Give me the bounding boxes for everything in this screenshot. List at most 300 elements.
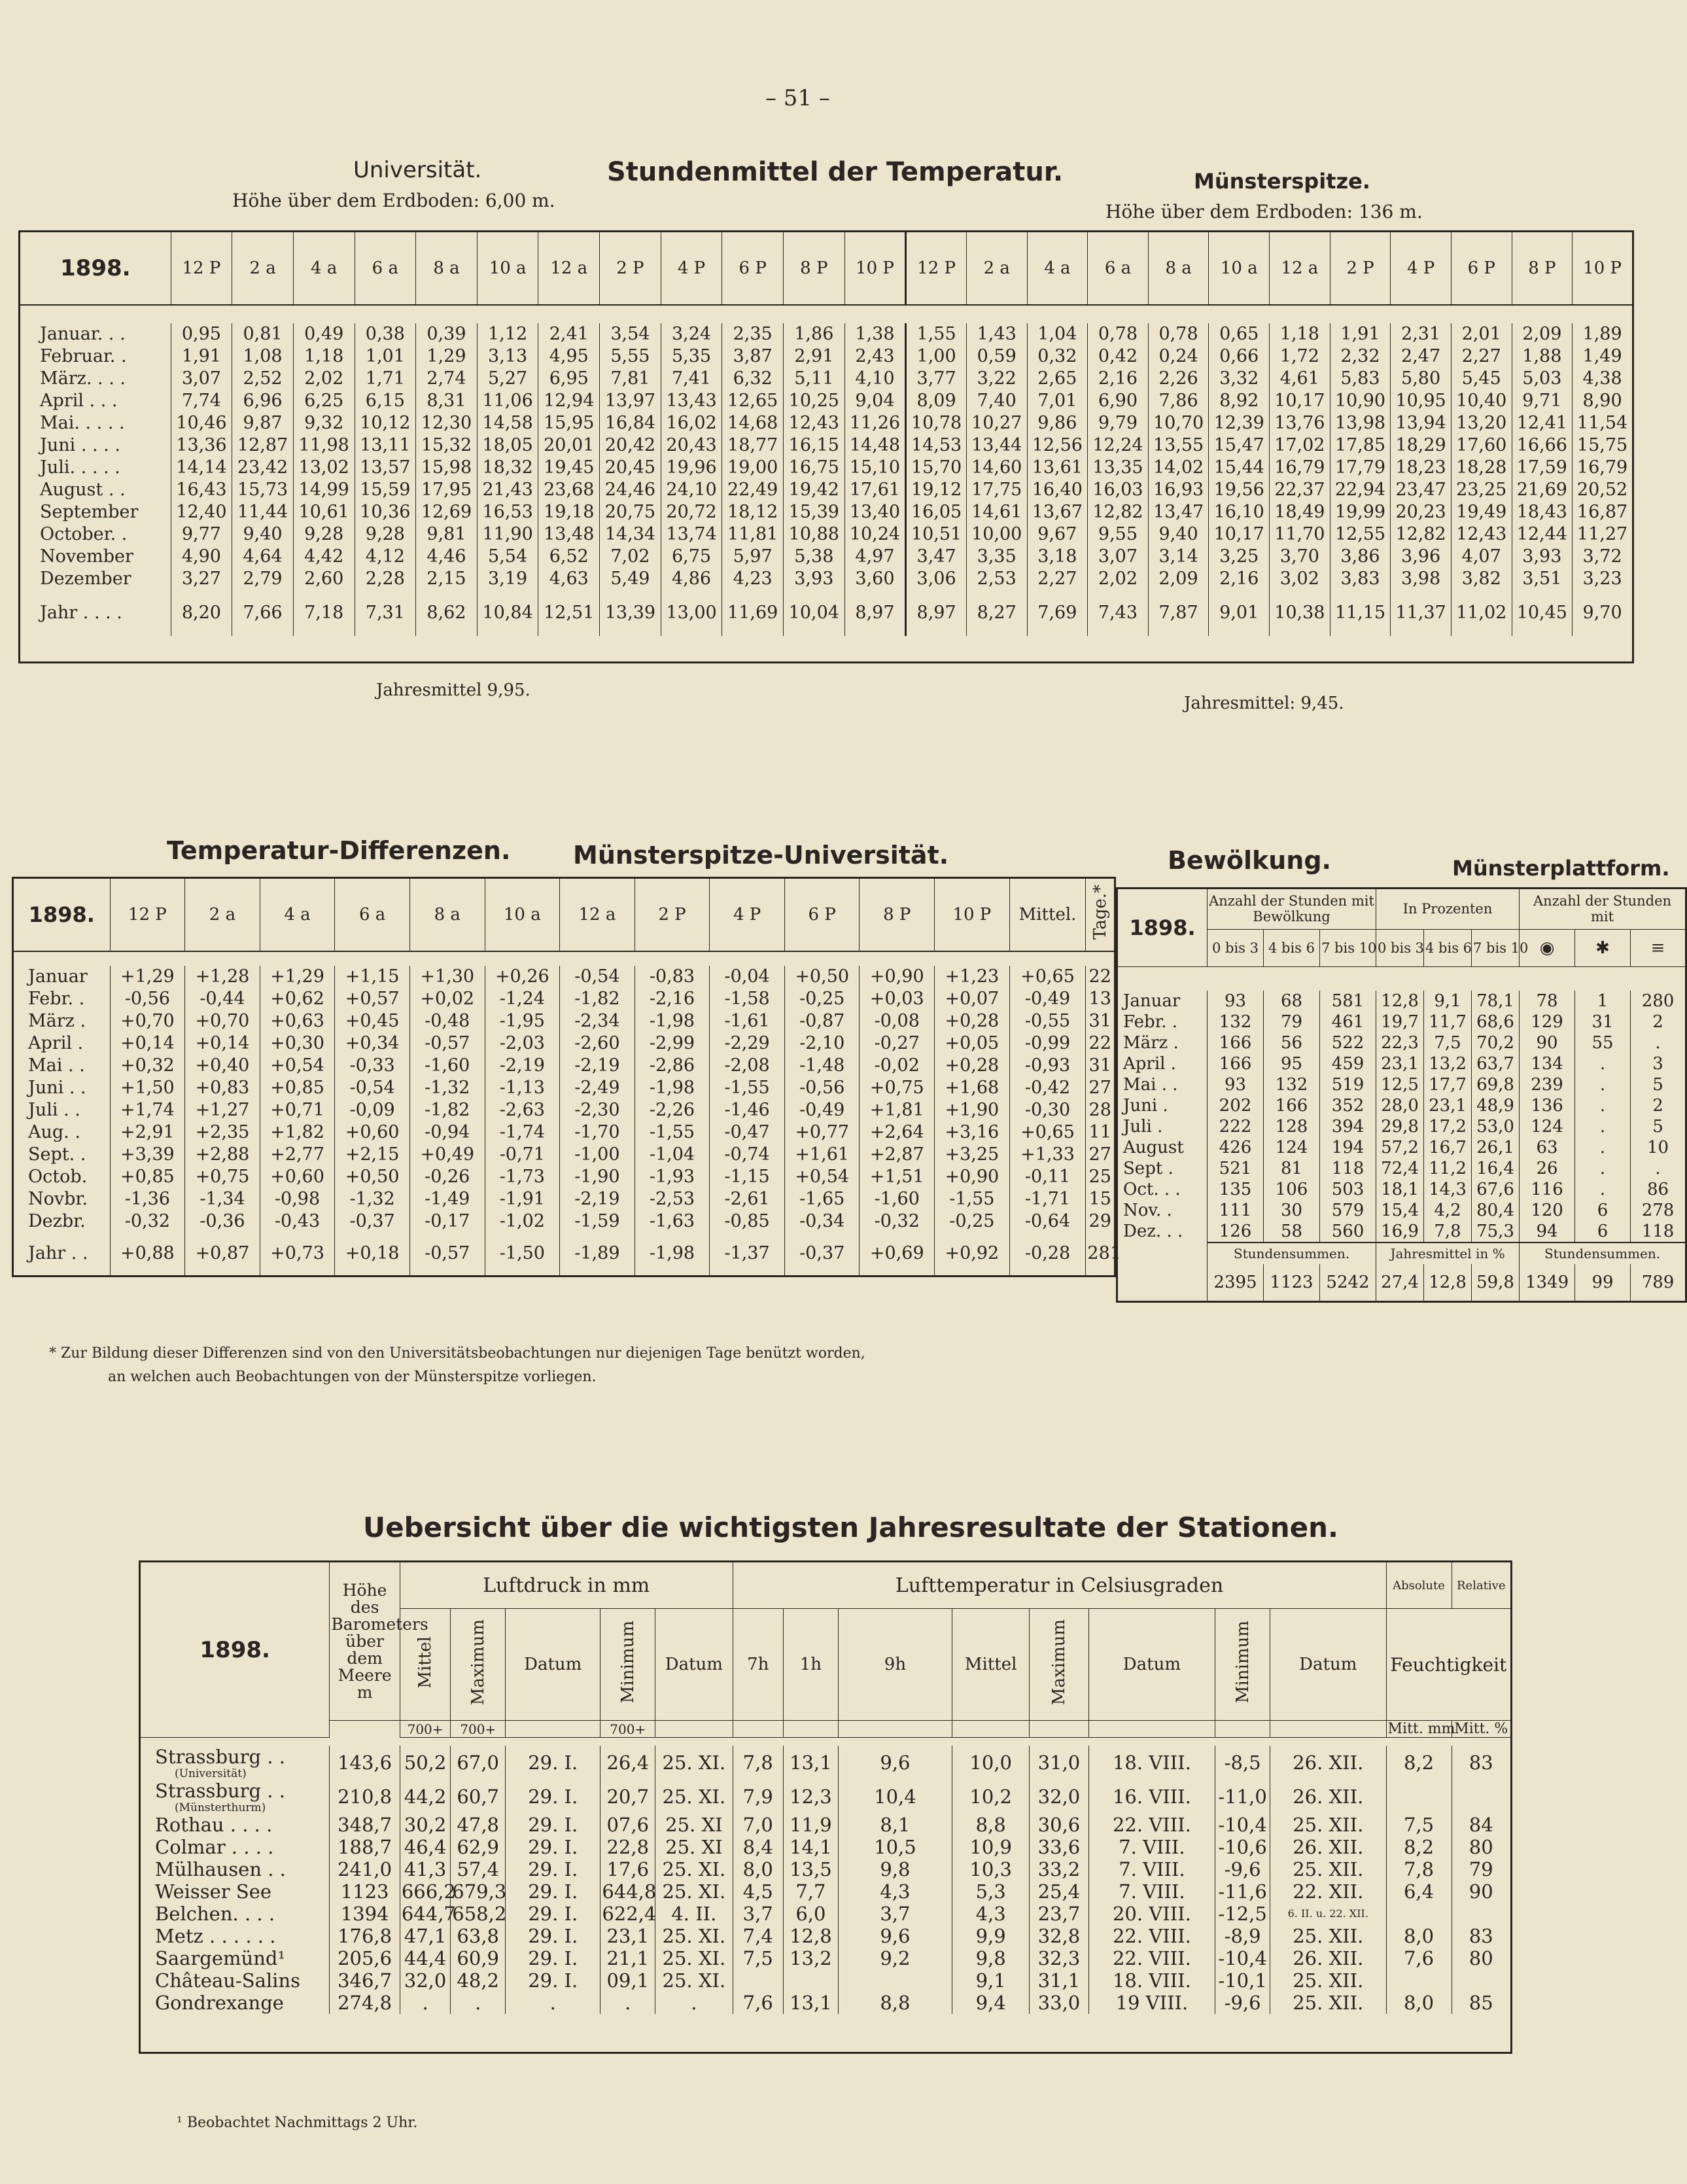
muenster-value: 13,61: [1027, 457, 1088, 479]
difference-value: -0,25: [784, 988, 860, 1010]
cloud-value: 17,7: [1424, 1074, 1472, 1095]
station-value: 9,9: [952, 1925, 1030, 1947]
cloud-value: 14,3: [1424, 1179, 1472, 1200]
month-row: [20, 368, 1633, 390]
header-temp-mean: Mittel: [952, 1609, 1030, 1721]
difference-value: -0,09: [335, 1099, 410, 1121]
cloudiness-station: Münsterplattform.: [1452, 856, 1670, 881]
university-value: 16,43: [171, 479, 232, 501]
university-value: 16,84: [600, 412, 661, 434]
cloud-value: 17,2: [1424, 1116, 1472, 1137]
difference-value: -2,19: [560, 1188, 635, 1210]
station-value: 9,1: [952, 1969, 1030, 1992]
cloud-value: 16,7: [1424, 1137, 1472, 1158]
university-value: 11,26: [844, 412, 906, 434]
station-value: -9,6: [1215, 1992, 1270, 2014]
month-label: Juli. . . . .: [20, 457, 171, 479]
difference-value: +0,40: [185, 1055, 260, 1077]
difference-value: +2,64: [860, 1121, 935, 1144]
station-value: 10,3: [952, 1858, 1030, 1880]
month-row: [20, 457, 1633, 479]
difference-value: +0,90: [935, 1166, 1010, 1188]
hour-header: 10 P: [1573, 232, 1633, 306]
cloud-value: 116: [1520, 1179, 1575, 1200]
university-value: 4,86: [661, 568, 722, 590]
university-value: 23,68: [538, 479, 600, 501]
station-row: [140, 1947, 1512, 1969]
muenster-value: 22,94: [1330, 479, 1391, 501]
university-value: 4,10: [844, 368, 906, 390]
month-row: [20, 412, 1633, 434]
difference-value: -0,17: [409, 1210, 485, 1233]
station-value: 25. XI.: [655, 1880, 733, 1903]
difference-value: -1,82: [560, 988, 635, 1010]
sum-value: 1123: [1264, 1264, 1320, 1302]
difference-value: +0,70: [110, 1010, 185, 1032]
hour-header: 4 P: [661, 232, 722, 306]
cloud-value: 12,8: [1376, 991, 1424, 1012]
difference-value: +0,65: [1009, 966, 1086, 988]
station-value: 29. I.: [506, 1814, 600, 1836]
station-value: .: [506, 1992, 600, 2014]
cloud-value: 69,8: [1472, 1074, 1520, 1095]
muenster-value: 9,55: [1088, 523, 1149, 546]
cloud-value: 81: [1264, 1158, 1320, 1179]
year-label: Jahr . . . .: [20, 590, 171, 636]
difference-value: +1,90: [935, 1099, 1010, 1121]
hour-header: 4 P: [1391, 232, 1452, 306]
university-value: 10,24: [844, 523, 906, 546]
header-pressure-min: Minimum: [617, 1621, 638, 1704]
station-name: Strassburg . .: [155, 1779, 285, 1802]
difference-value: -0,55: [1009, 1010, 1086, 1032]
difference-value: -1,61: [710, 1010, 785, 1032]
difference-value: -1,90: [560, 1166, 635, 1188]
muenster-value: 8,09: [906, 390, 967, 412]
muenster-value: 2,01: [1451, 323, 1512, 345]
difference-value: -0,74: [710, 1144, 785, 1166]
difference-value: -1,91: [485, 1188, 560, 1210]
days-header: [1086, 878, 1115, 952]
difference-value: +0,57: [335, 988, 410, 1010]
station-value: 47,8: [451, 1814, 506, 1836]
muenster-value: 9,79: [1088, 412, 1149, 434]
university-value: 7,74: [171, 390, 232, 412]
university-year-value: 7,18: [293, 590, 355, 636]
muenster-value: 2,65: [1027, 368, 1088, 390]
year-difference-value: +0,69: [860, 1233, 935, 1276]
cloud-value: 4,2: [1424, 1200, 1472, 1221]
month-row: [13, 1077, 1115, 1099]
header-mean-percent: Mitt. %: [1452, 1721, 1512, 1738]
muenster-value: 22,37: [1270, 479, 1330, 501]
muenster-value: 12,82: [1391, 523, 1452, 546]
university-value: 14,68: [722, 412, 784, 434]
difference-value: -2,10: [784, 1032, 860, 1055]
station-value: 41,3: [400, 1858, 450, 1880]
station-value: 666,2: [400, 1880, 450, 1903]
month-label: Aug. .: [13, 1121, 111, 1144]
muenster-value: 9,40: [1148, 523, 1209, 546]
hour-header: 4 a: [260, 878, 335, 952]
station-name: Weisser See: [155, 1880, 272, 1903]
muenster-value: 10,27: [966, 412, 1027, 434]
station-value: 10,5: [838, 1836, 952, 1858]
university-value: 20,01: [538, 434, 600, 457]
difference-value: +1,33: [1009, 1144, 1086, 1166]
station-value: -8,5: [1215, 1746, 1270, 1780]
muenster-label: Münsterspitze.: [1194, 169, 1370, 194]
muenster-value: 15,47: [1209, 434, 1270, 457]
station-value: 30,6: [1030, 1814, 1088, 1836]
university-value: 11,98: [293, 434, 355, 457]
university-value: 12,40: [171, 501, 232, 523]
difference-value: 27: [1086, 1077, 1115, 1099]
difference-value: -0,54: [560, 966, 635, 988]
cloud-value: 58: [1264, 1221, 1320, 1242]
muenster-value: 3,70: [1270, 546, 1330, 568]
cloud-value: 48,9: [1472, 1095, 1520, 1116]
year-difference-value: +0,88: [110, 1233, 185, 1276]
month-label: Mai . .: [1117, 1074, 1208, 1095]
difference-value: -1,60: [860, 1188, 935, 1210]
difference-value: -1,55: [710, 1077, 785, 1099]
station-value: 32,0: [400, 1969, 450, 1992]
station-value: 20,7: [600, 1780, 655, 1814]
cloud-value: 6: [1575, 1200, 1631, 1221]
difference-value: -0,98: [260, 1188, 335, 1210]
muenster-value: 3,18: [1027, 546, 1088, 568]
differences-subtitle: Münsterspitze-Universität.: [573, 841, 949, 870]
muenster-value: 1,18: [1270, 323, 1330, 345]
cloud-value: 93: [1208, 991, 1264, 1012]
university-value: 24,10: [661, 479, 722, 501]
cloud-value: 560: [1320, 1221, 1376, 1242]
station-name-cell: [140, 1814, 330, 1836]
year-label: Jahr . .: [13, 1233, 111, 1276]
hour-header: 6 P: [722, 232, 784, 306]
difference-value: -0,54: [335, 1077, 410, 1099]
university-value: 5,49: [600, 568, 661, 590]
month-row: [20, 479, 1633, 501]
difference-value: -1,70: [560, 1121, 635, 1144]
hour-header: 8 P: [860, 878, 935, 952]
station-row: [140, 1814, 1512, 1836]
station-value: 23,7: [1030, 1903, 1088, 1925]
muenster-value: 8,92: [1209, 390, 1270, 412]
muenster-year-value: 7,87: [1148, 590, 1209, 636]
university-value: 6,52: [538, 546, 600, 568]
temperature-differences-table: [12, 877, 1121, 1277]
hour-header: 4 a: [1027, 232, 1088, 306]
month-row: [13, 1055, 1115, 1077]
header-temp-max: Maximum: [1049, 1619, 1069, 1706]
difference-value: +0,45: [335, 1010, 410, 1032]
month-row: [13, 1188, 1115, 1210]
difference-value: +1,51: [860, 1166, 935, 1188]
university-value: 14,14: [171, 457, 232, 479]
cloud-value: 67,6: [1472, 1179, 1520, 1200]
station-value: 50,2: [400, 1746, 450, 1780]
station-value: 7. VIII.: [1088, 1836, 1215, 1858]
station-value: 22,8: [600, 1836, 655, 1858]
month-label: Januar: [13, 966, 111, 988]
percent-range-header: 0 bis 3: [1376, 929, 1424, 966]
month-label: April .: [1117, 1053, 1208, 1074]
university-value: 24,46: [600, 479, 661, 501]
station-value: 10,0: [952, 1746, 1030, 1780]
muenster-value: 3,93: [1512, 546, 1573, 568]
university-value: 10,88: [784, 523, 845, 546]
year-difference-value: +0,73: [260, 1233, 335, 1276]
muenster-value: 10,90: [1330, 390, 1391, 412]
university-value: 13,74: [661, 523, 722, 546]
cloud-value: 136: [1520, 1095, 1575, 1116]
year-difference-value: -0,57: [409, 1233, 485, 1276]
station-value: 11,9: [783, 1814, 838, 1836]
station-value: 10,2: [952, 1780, 1030, 1814]
university-value: 5,54: [477, 546, 538, 568]
fog-icon: ≡: [1631, 929, 1686, 966]
month-label: Octob.: [13, 1166, 111, 1188]
university-value: 18,05: [477, 434, 538, 457]
cloud-value: 68: [1264, 991, 1320, 1012]
difference-value: +0,07: [935, 988, 1010, 1010]
muenster-year-value: 9,01: [1209, 590, 1270, 636]
difference-value: -1,65: [784, 1188, 860, 1210]
university-value: 9,04: [844, 390, 906, 412]
difference-value: -0,99: [1009, 1032, 1086, 1055]
year-difference-value: -1,89: [560, 1233, 635, 1276]
hour-header: 2 a: [232, 232, 294, 306]
month-row: [1117, 1074, 1686, 1095]
university-value: 0,38: [355, 323, 416, 345]
difference-value: +1,61: [784, 1144, 860, 1166]
sum-value: 1349: [1520, 1264, 1575, 1302]
muenster-value: 4,61: [1270, 368, 1330, 390]
difference-value: -2,03: [485, 1032, 560, 1055]
muenster-value: 3,96: [1391, 546, 1452, 568]
cloud-value: 118: [1320, 1158, 1376, 1179]
difference-value: -2,49: [560, 1077, 635, 1099]
university-value: 12,69: [416, 501, 478, 523]
muenster-value: 18,49: [1270, 501, 1330, 523]
muenster-value: 2,27: [1451, 345, 1512, 368]
cloud-value: 90: [1520, 1032, 1575, 1053]
muenster-value: 12,41: [1512, 412, 1573, 434]
difference-value: +0,71: [260, 1099, 335, 1121]
cloud-value: 18,1: [1376, 1179, 1424, 1200]
station-name-cell: [140, 1836, 330, 1858]
muenster-value: 3,07: [1088, 546, 1149, 568]
cloud-value: 78: [1520, 991, 1575, 1012]
month-label: Mai . .: [13, 1055, 111, 1077]
month-label: Sept .: [1117, 1158, 1208, 1179]
footer-hour-sums: Stundensummen.: [1208, 1242, 1376, 1264]
sum-value: 99: [1575, 1264, 1631, 1302]
station-value: 8,8: [952, 1814, 1030, 1836]
station-value: 3,7: [838, 1903, 952, 1925]
muenster-value: 3,86: [1330, 546, 1391, 568]
university-value: 6,96: [232, 390, 294, 412]
university-value: 0,81: [232, 323, 294, 345]
difference-value: +0,54: [260, 1055, 335, 1077]
percent-range-header: 4 bis 6: [1424, 929, 1472, 966]
station-value: 26,4: [600, 1746, 655, 1780]
snow-icon: ✱: [1575, 929, 1631, 966]
station-value: 22. VIII.: [1088, 1814, 1215, 1836]
university-value: 6,75: [661, 546, 722, 568]
difference-value: 15: [1086, 1188, 1115, 1210]
university-value: 21,43: [477, 479, 538, 501]
range-header: 7 bis 10: [1320, 929, 1376, 966]
station-value: 29. I.: [506, 1746, 600, 1780]
muenster-year-value: 7,43: [1088, 590, 1149, 636]
hour-header: 6 P: [784, 878, 860, 952]
station-value: 90: [1452, 1880, 1512, 1903]
difference-value: +1,27: [185, 1099, 260, 1121]
university-value: 17,95: [416, 479, 478, 501]
difference-value: -0,32: [860, 1210, 935, 1233]
muenster-value: 9,71: [1512, 390, 1573, 412]
cloud-value: 132: [1208, 1012, 1264, 1032]
university-value: 10,61: [293, 501, 355, 523]
station-name: Strassburg . .: [155, 1745, 285, 1768]
overview-title: Uebersicht über die wichtigsten Jahresresultate der Stationen.: [363, 1511, 1338, 1543]
university-value: 3,19: [477, 568, 538, 590]
muenster-value: 23,25: [1451, 479, 1512, 501]
station-value: 1394: [330, 1903, 400, 1925]
header-temp-min-date: Datum: [1270, 1609, 1386, 1721]
cloud-value: 22,3: [1376, 1032, 1424, 1053]
muenster-value: 16,87: [1573, 501, 1633, 523]
cloud-value: 124: [1264, 1137, 1320, 1158]
station-name-cell: [140, 1969, 330, 1992]
cloud-value: 280: [1631, 991, 1686, 1012]
table-year: 1898.: [20, 232, 171, 306]
cloud-value: 95: [1264, 1053, 1320, 1074]
station-value: 44,4: [400, 1947, 450, 1969]
university-value: 11,06: [477, 390, 538, 412]
muenster-value: 10,40: [1451, 390, 1512, 412]
difference-value: +1,82: [260, 1121, 335, 1144]
university-value: 20,42: [600, 434, 661, 457]
month-row: [13, 1010, 1115, 1032]
difference-value: -1,00: [560, 1144, 635, 1166]
muenster-value: 16,66: [1512, 434, 1573, 457]
hour-header: 8 P: [1512, 232, 1573, 306]
cloud-value: 118: [1631, 1221, 1686, 1242]
cloud-value: 93: [1208, 1074, 1264, 1095]
station-value: 7,5: [733, 1947, 783, 1969]
month-label: Febr. .: [13, 988, 111, 1010]
station-value: 17,6: [600, 1858, 655, 1880]
university-year-value: 7,66: [232, 590, 294, 636]
cloud-value: 63: [1520, 1137, 1575, 1158]
year-difference-value: -1,37: [710, 1233, 785, 1276]
cloud-value: .: [1575, 1053, 1631, 1074]
difference-value: -1,13: [485, 1077, 560, 1099]
table-year: 1898.: [140, 1562, 330, 1738]
station-value: 32,3: [1030, 1947, 1088, 1969]
month-row: [1117, 1053, 1686, 1074]
hour-header: 12 a: [1270, 232, 1330, 306]
hour-header: 2 P: [1330, 232, 1391, 306]
station-value: 6,4: [1386, 1880, 1452, 1903]
station-value: 13,5: [783, 1858, 838, 1880]
station-value: 25. XII.: [1270, 1814, 1386, 1836]
station-value: 13,1: [783, 1992, 838, 2014]
difference-value: +2,77: [260, 1144, 335, 1166]
station-value: 29. I.: [506, 1880, 600, 1903]
station-row: [140, 1746, 1512, 1780]
university-value: 4,42: [293, 546, 355, 568]
muenster-value: 12,24: [1088, 434, 1149, 457]
overview-footnote: ¹ Beobachtet Nachmittags 2 Uhr.: [177, 2115, 418, 2131]
university-value: 13,02: [293, 457, 355, 479]
month-label: Oct. . .: [1117, 1179, 1208, 1200]
station-value: 7,6: [1386, 1947, 1452, 1969]
station-value: -10,4: [1215, 1814, 1270, 1836]
year-difference-value: +0,18: [335, 1233, 410, 1276]
university-value: 13,43: [661, 390, 722, 412]
difference-value: +0,49: [409, 1144, 485, 1166]
station-value: 188,7: [330, 1836, 400, 1858]
muenster-value: 15,70: [906, 457, 967, 479]
month-row: [13, 1121, 1115, 1144]
station-value: 8,4: [733, 1836, 783, 1858]
university-value: 16,75: [784, 457, 845, 479]
university-value: 16,53: [477, 501, 538, 523]
difference-value: +0,28: [935, 1055, 1010, 1077]
muenster-value: 1,04: [1027, 323, 1088, 345]
cloud-value: 26,1: [1472, 1137, 1520, 1158]
cloud-value: 111: [1208, 1200, 1264, 1221]
year-difference-value: 281: [1086, 1233, 1115, 1276]
station-value: 25. XII.: [1270, 1925, 1386, 1947]
hour-header: 10 P: [935, 878, 1010, 952]
station-value: -10,6: [1215, 1836, 1270, 1858]
muenster-value: 3,51: [1512, 568, 1573, 590]
difference-value: -1,32: [335, 1188, 410, 1210]
cloud-value: 519: [1320, 1074, 1376, 1095]
university-value: 13,97: [600, 390, 661, 412]
difference-value: +1,30: [409, 966, 485, 988]
university-value: 4,46: [416, 546, 478, 568]
muenster-value: 19,99: [1330, 501, 1391, 523]
university-value: 3,24: [661, 323, 722, 345]
muenster-value: 12,43: [1451, 523, 1512, 546]
station-value: 8,1: [838, 1814, 952, 1836]
difference-value: -0,43: [260, 1210, 335, 1233]
muenster-value: 20,52: [1573, 479, 1633, 501]
cloud-value: 86: [1631, 1179, 1686, 1200]
station-value: 21,1: [600, 1947, 655, 1969]
muenster-value: 3,35: [966, 546, 1027, 568]
days-label: Tage.*: [1090, 885, 1110, 940]
university-value: 15,98: [416, 457, 478, 479]
station-value: -11,0: [1215, 1780, 1270, 1814]
station-value: 6,0: [783, 1903, 838, 1925]
cloud-value: 16,9: [1376, 1221, 1424, 1242]
station-value: 46,4: [400, 1836, 450, 1858]
difference-value: -0,94: [409, 1121, 485, 1144]
month-row: [20, 390, 1633, 412]
university-value: 5,38: [784, 546, 845, 568]
cloud-value: 15,4: [1376, 1200, 1424, 1221]
university-value: 2,41: [538, 323, 600, 345]
cloud-value: 55: [1575, 1032, 1631, 1053]
